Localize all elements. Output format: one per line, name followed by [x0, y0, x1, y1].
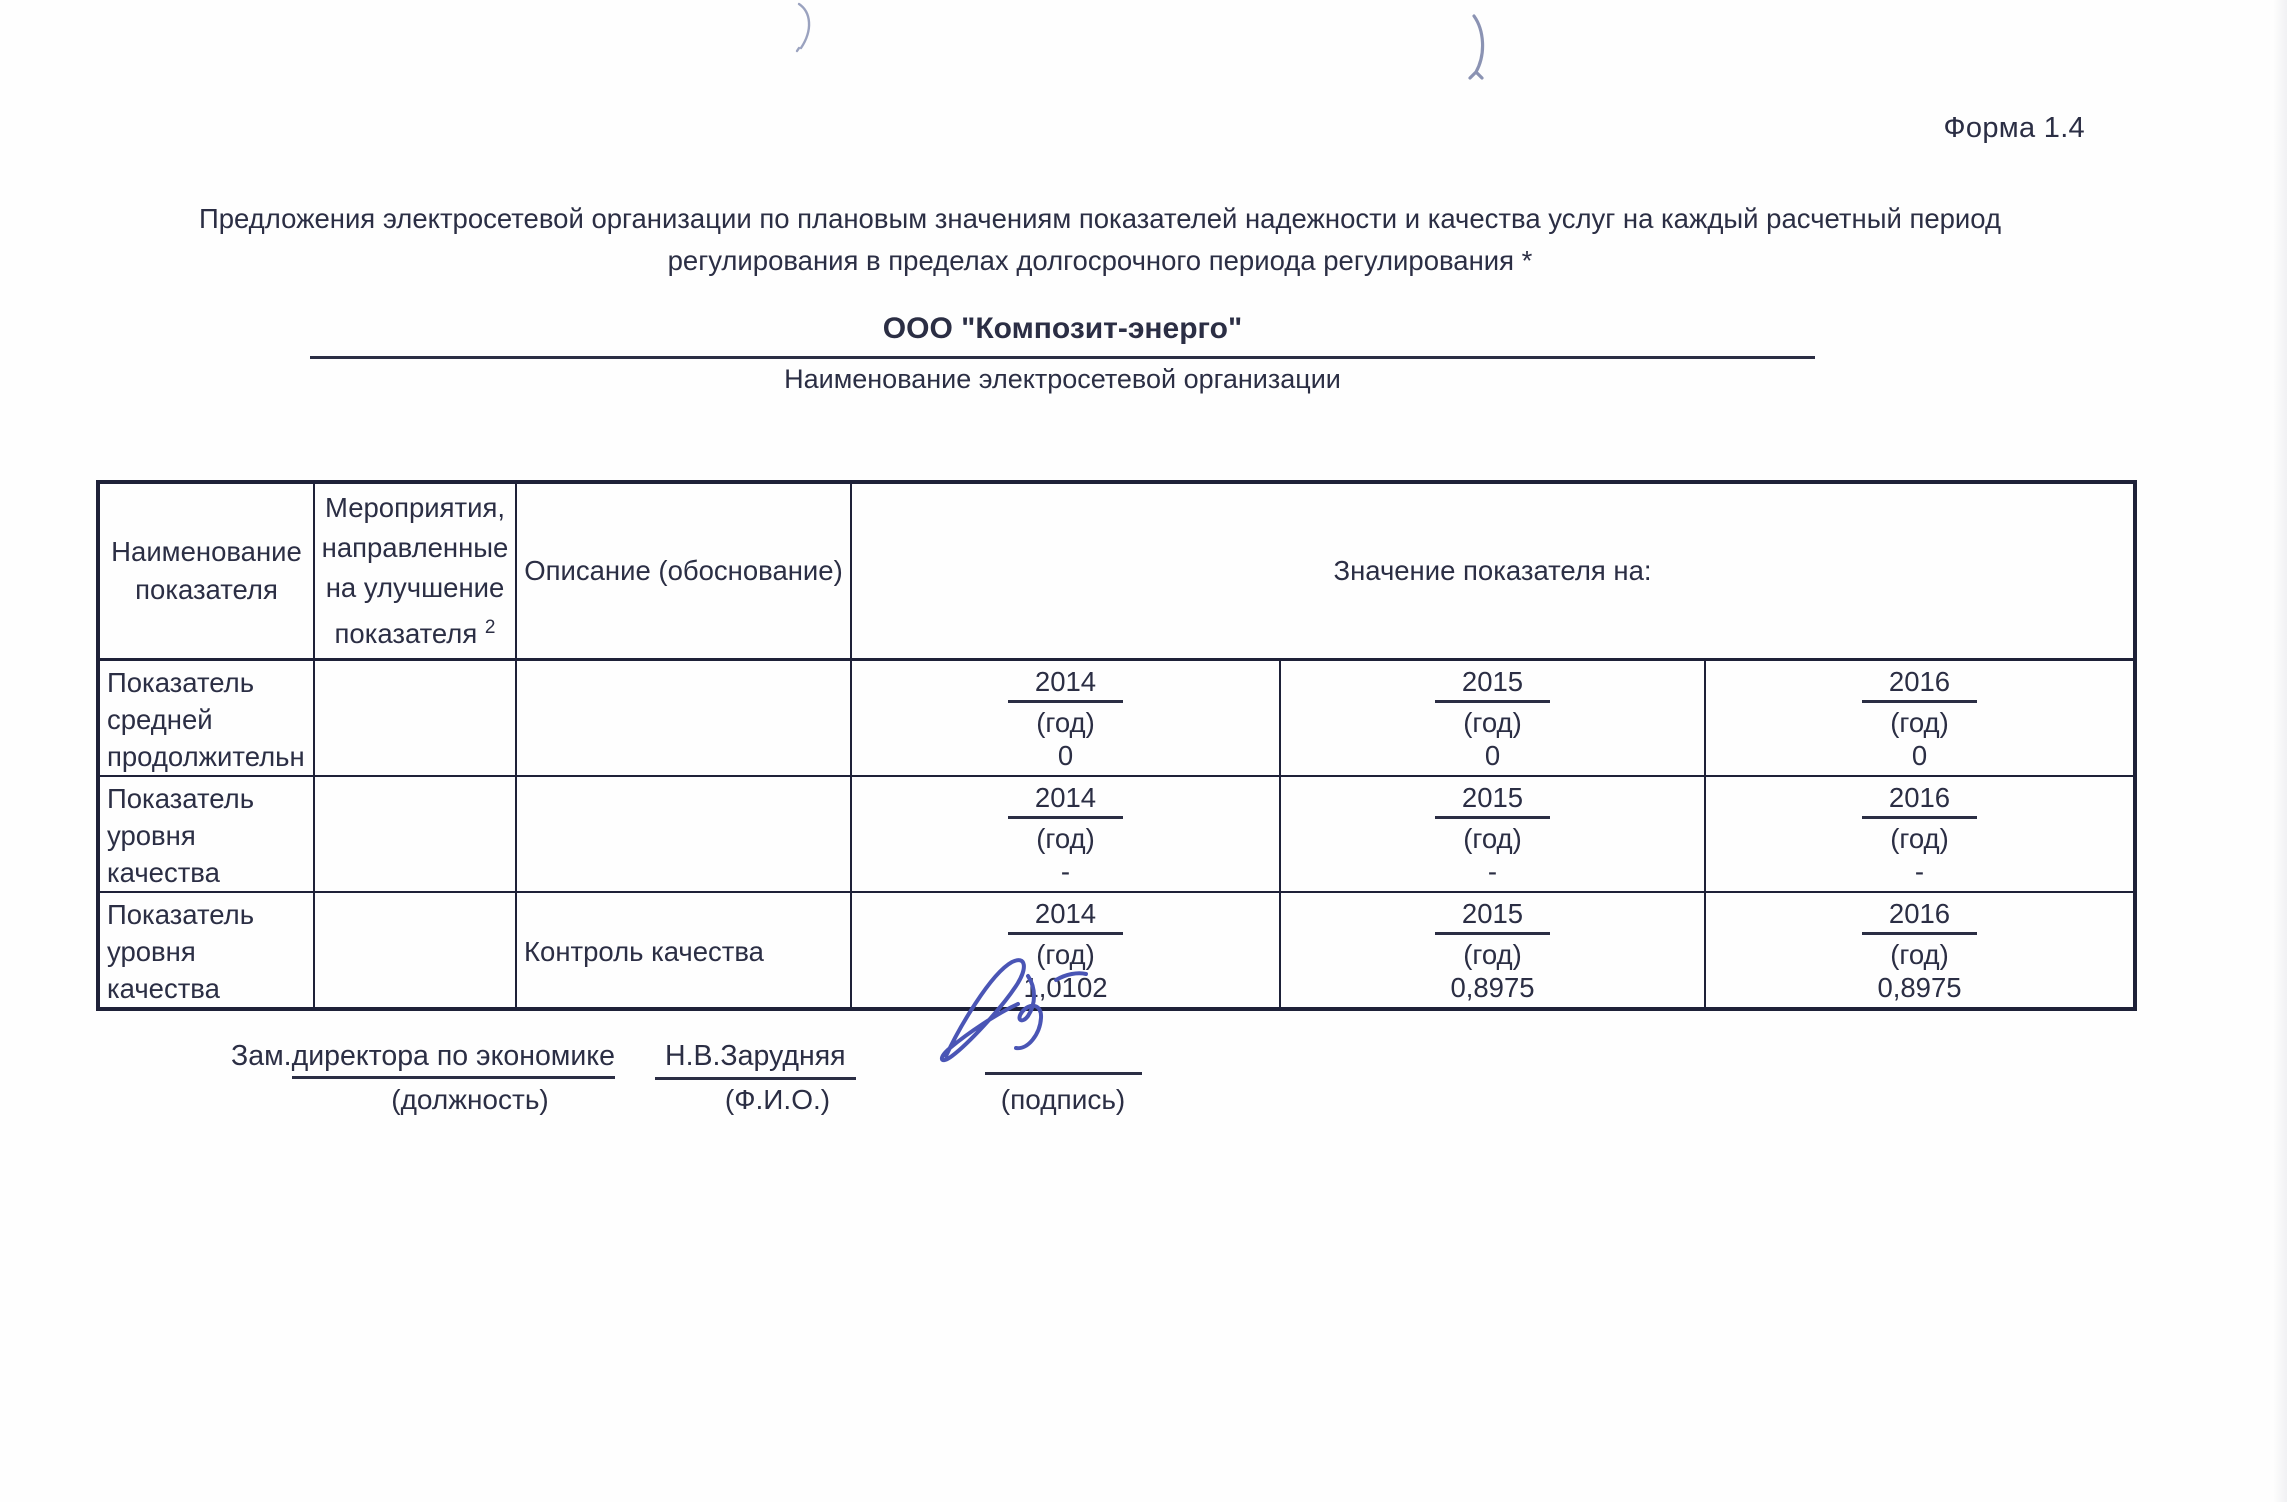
indicator-value: -: [1060, 856, 1071, 888]
year-label: 2016: [1862, 782, 1977, 819]
signature-line: [985, 1072, 1142, 1075]
indicator-value: 0: [1484, 740, 1501, 772]
year-unit: (год): [1890, 707, 1949, 739]
year-unit: (год): [1463, 707, 1522, 739]
value-cell-2015: [1280, 660, 1705, 777]
year-label: 2015: [1435, 898, 1550, 935]
table-row: [98, 660, 2135, 777]
year-label: 2014: [1008, 666, 1123, 703]
indicators-table: [96, 480, 2137, 1011]
header-measures-footnote: 2: [484, 617, 496, 638]
indicator-value: -: [1914, 856, 1925, 888]
organization-block: [310, 312, 1815, 395]
header-values: Значение показателя на:: [851, 482, 2135, 660]
year-unit: (год): [1036, 823, 1095, 855]
year-unit: (год): [1890, 939, 1949, 971]
value-cell-2016: [1705, 776, 2135, 892]
header-indicator-name: Наименование показателя: [98, 482, 314, 660]
measures-cell: [314, 660, 516, 777]
indicator-value: 0,8975: [1877, 972, 1962, 1004]
year-unit: (год): [1463, 823, 1522, 855]
scan-curl-artifact-right: [1466, 14, 1498, 80]
handwritten-signature: [928, 952, 1123, 1074]
description-cell: [516, 660, 851, 777]
value-cell-2015: [1280, 892, 1705, 1009]
year-label: 2016: [1862, 666, 1977, 703]
signatory-position-prefix: Зам.: [231, 1040, 292, 1072]
indicator-name-cell: Показатель уровня качества: [98, 892, 314, 1009]
header-measures: [314, 482, 516, 660]
indicator-name-cell: Показатель уровня качества: [98, 776, 314, 892]
measures-cell: [314, 776, 516, 892]
year-label: 2014: [1008, 898, 1123, 935]
indicator-value: -: [1487, 856, 1498, 888]
document-title-line1: Предложения электросетевой организации по плановым значениям показателей надежности и качества услуг на каждый расчетный период: [198, 203, 2002, 234]
indicator-value: 0: [1911, 740, 1928, 772]
year-unit: (год): [1036, 707, 1095, 739]
year-unit: (год): [1036, 939, 1095, 971]
measures-cell: [314, 892, 516, 1009]
description-cell: Контроль качества: [516, 892, 851, 1009]
indicator-value: 0,8975: [1450, 972, 1535, 1004]
header-measures-text: Мероприятия, направленные на улучшение показателя: [321, 492, 509, 650]
year-label: 2015: [1435, 782, 1550, 819]
value-cell-2016: [1705, 892, 2135, 1009]
value-cell-2014: [851, 660, 1280, 777]
year-label: 2015: [1435, 666, 1550, 703]
year-label: 2016: [1862, 898, 1977, 935]
position-caption: (должность): [391, 1084, 549, 1115]
form-number-label: Форма 1.4: [1943, 112, 2085, 144]
signatory-name: Н.В.Зарудняя: [655, 1040, 856, 1080]
header-description: Описание (обоснование): [516, 482, 851, 660]
signatory-position: [231, 1040, 615, 1073]
value-cell-2016: [1705, 660, 2135, 777]
document-title-line2: регулирования в пределах долгосрочного периода регулирования *: [667, 245, 1533, 276]
table-header-row: [98, 482, 2135, 660]
name-caption: (Ф.И.О.): [724, 1084, 831, 1115]
year-unit: (год): [1463, 939, 1522, 971]
organization-name: ООО "Композит-энерго": [310, 312, 1815, 359]
organization-name-caption: Наименование электросетевой организации: [784, 364, 1341, 394]
signature-caption: (подпись): [1000, 1084, 1126, 1115]
table-row: [98, 776, 2135, 892]
indicator-value: 0: [1057, 740, 1074, 772]
description-cell: [516, 776, 851, 892]
signatory-position-underlined: директора по экономике: [292, 1040, 615, 1079]
year-unit: (год): [1890, 823, 1949, 855]
document-title: [60, 198, 2140, 282]
year-label: 2014: [1008, 782, 1123, 819]
indicator-name-cell: Показатель средней продолжительн: [98, 660, 314, 777]
value-cell-2015: [1280, 776, 1705, 892]
value-cell-2014: [851, 776, 1280, 892]
indicator-value: 1,0102: [1023, 972, 1108, 1004]
scan-curl-artifact-left: [793, 2, 821, 56]
